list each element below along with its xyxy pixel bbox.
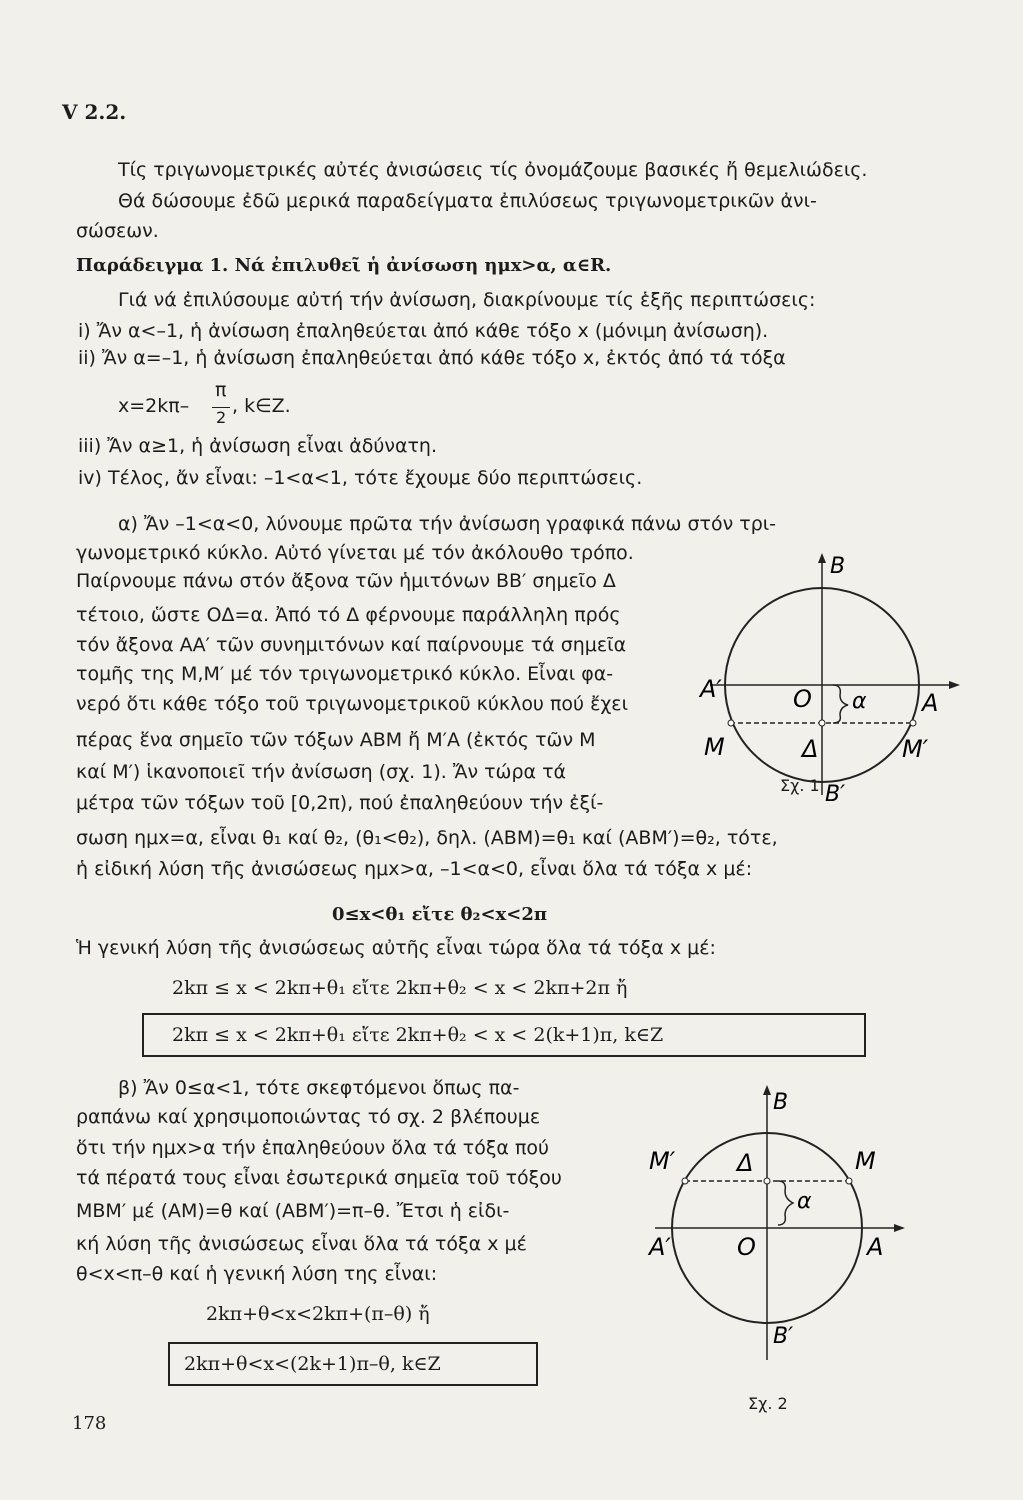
fig1-label-m: M (704, 733, 725, 761)
general-solution-box (142, 1013, 866, 1057)
fig1-label-o: O (793, 685, 812, 713)
fig2-label-alpha: α (797, 1189, 812, 1214)
fig1-label-m-prime: M′ (902, 735, 929, 763)
sub-a-line-7: πέρας ἕνα σημεῖο τῶν τόξων ΑΒΜ ἤ Μ′Α (ἐκτός τῶν Μ (76, 729, 596, 751)
sub-b-formula-1: 2kπ+θ<x<2kπ+(π–θ) ἤ (206, 1303, 430, 1325)
fig1-label-b-prime: B′ (825, 782, 846, 807)
sub-b-solution-box (168, 1342, 538, 1386)
fig2-point-m (846, 1178, 852, 1184)
sub-a-line-6: νερό ὅτι κάθε τόξο τοῦ τριγωνομετρικοῦ κύκλου πού ἔχει (76, 693, 629, 715)
fig1-axis-arrow-up (818, 553, 826, 563)
sub-b-line-1: ραπάνω καί χρησιμοποιώντας τό σχ. 2 βλέπουμε (76, 1106, 541, 1128)
fig2-label-a: A (867, 1233, 884, 1261)
sub-b-line-3: τά πέρατά τους εἶναι ἐσωτερικά σημεῖα τοῦ τόξου (76, 1167, 562, 1189)
fig1-label-a: A (922, 689, 939, 717)
fraction-denominator: 2 (216, 408, 227, 427)
general-solution-intro: Ἡ γενική λύση τῆς ἀνισώσεως αὐτῆς εἶναι τώρα ὅλα τά τόξα x μέ: (76, 937, 716, 959)
formula-right: , k∈Z. (232, 395, 291, 417)
fig2-point-m-prime (682, 1178, 688, 1184)
formula-left: x=2kπ– (118, 395, 190, 417)
intro-line-1: Τίς τριγωνομετρικές αὐτές ἀνισώσεις τίς ὀνομάζουμε βασικές ἤ θεμελιώδεις. (118, 159, 868, 181)
intro-line-3: σώσεων. (76, 220, 159, 242)
sub-a-line-3: τέτοιο, ὥστε ΟΔ=α. Ἀπό τό Δ φέρνουμε παράλληλη πρός (76, 604, 621, 626)
sub-b-line-6: θ<x<π–θ καί ἡ γενική λύση της εἶναι: (76, 1263, 438, 1285)
case-iv: iv) Τέλος, ἄν εἶναι: –1<α<1, τότε ἔχουμε δύο περιπτώσεις. (78, 467, 643, 489)
section-heading: V 2.2. (62, 100, 127, 124)
fig2-label-o: O (737, 1233, 756, 1261)
special-solution-formula: 0≤x<θ₁ εἴτε θ₂<x<2π (332, 904, 548, 925)
fig2-axis-arrow-right (894, 1224, 905, 1232)
fig2-label-b-prime: B′ (773, 1324, 794, 1349)
general-solution-formula-1: 2kπ ≤ x < 2kπ+θ₁ εἴτε 2kπ+θ₂ < x < 2kπ+2π ἤ (172, 977, 628, 999)
sub-a-line-0: α) Ἄν –1<α<0, λύνουμε πρῶτα τήν ἀνίσωση γραφικά πάνω στόν τρι- (118, 513, 777, 535)
fig1-label-alpha: α (852, 689, 867, 714)
fig1-point-delta (819, 720, 825, 726)
sub-a-line-2: Παίρνουμε πάνω στόν ἄξονα τῶν ἡμιτόνων ΒΒ′ σημεῖο Δ (76, 570, 616, 592)
fig1-point-m-prime (910, 720, 916, 726)
sub-b-line-5: κή λύση τῆς ἀνισώσεως εἶναι ὅλα τά τόξα x μέ (76, 1233, 527, 1255)
example-title: Παράδειγμα 1. Νά ἐπιλυθεῖ ἡ ἀνίσωση ημx>α, α∈R. (76, 255, 612, 276)
figure-2-caption: Σχ. 2 (748, 1394, 788, 1413)
fig2-label-b: B (773, 1090, 789, 1115)
sub-a-full-line-1: σωση ημx=α, εἶναι θ₁ καί θ₂, (θ₁<θ₂), δηλ. (ΑΒΜ)=θ₁ καί (ΑΒΜ′)=θ₂, τότε, (76, 827, 778, 849)
fig1-alpha-brace (833, 685, 848, 723)
fig2-label-m: M (855, 1147, 876, 1175)
fraction-numerator: π (215, 379, 227, 401)
fig2-label-delta: Δ (737, 1149, 754, 1177)
cases-intro: Γιά νά ἐπιλύσουμε αὐτή τήν ἀνίσωση, διακρίνουμε τίς ἑξῆς περιπτώσεις: (118, 289, 816, 311)
fig1-label-b: B (830, 554, 846, 579)
fig1-label-a-prime: A′ (700, 675, 722, 703)
sub-a-line-1: γωνομετρικό κύκλο. Αὐτό γίνεται μέ τόν ἀκόλουθο τρόπο. (76, 542, 634, 564)
sub-b-line-4: ΜΒΜ′ μέ (ΑΜ)=θ καί (ΑΒΜ′)=π–θ. Ἔτσι ἡ εἰδι- (76, 1200, 510, 1222)
case-i: i) Ἄν α<–1, ἡ ἀνίσωση ἐπαληθεύεται ἀπό κάθε τόξο x (μόνιμη ἀνίσωση). (78, 320, 769, 342)
sub-b-line-2: ὅτι τήν ημx>α τήν ἐπαληθεύουν ὅλα τά τόξα πού (76, 1137, 550, 1159)
sub-a-full-line-2: ἡ εἰδική λύση τῆς ἀνισώσεως ημx>α, –1<α<0, εἶναι ὅλα τά τόξα x μέ: (76, 858, 753, 880)
fig2-point-delta (764, 1178, 770, 1184)
sub-a-line-8: καί Μ′) ἱκανοποιεῖ τήν ἀνίσωση (σχ. 1). Ἄν τώρα τά (76, 761, 567, 783)
fig2-label-m-prime: M′ (649, 1147, 676, 1175)
figure-1-caption: Σχ. 1 (780, 776, 820, 795)
sub-b-formula-2: 2kπ+θ<x<(2k+1)π–θ, k∈Z (184, 1353, 441, 1375)
page-number: 178 (72, 1413, 107, 1434)
sub-a-line-5: τομῆς της Μ,Μ′ μέ τόν τριγωνομετρικό κύκλο. Εἶναι φα- (76, 663, 614, 685)
case-iii: iii) Ἄν α≥1, ἡ ἀνίσωση εἶναι ἀδύνατη. (78, 435, 437, 457)
fig1-axis-arrow-right (949, 681, 960, 689)
intro-line-2: Θά δώσουμε ἐδῶ μερικά παραδείγματα ἐπιλύσεως τριγωνομετρικῶν ἀνι- (118, 190, 817, 212)
sub-a-line-9: μέτρα τῶν τόξων τοῦ [0,2π), πού ἐπαληθεύουν τήν ἐξί- (76, 792, 604, 814)
fig2-axis-arrow-up (763, 1085, 771, 1095)
fig2-alpha-brace (778, 1181, 793, 1225)
sub-a-line-4: τόν ἄξονα ΑΑ′ τῶν συνημιτόνων καί παίρνουμε τά σημεῖα (76, 634, 627, 656)
sub-b-line-0: β) Ἄν 0≤α<1, τότε σκεφτόμενοι ὅπως πα- (118, 1077, 520, 1099)
general-solution-formula-2: 2kπ ≤ x < 2kπ+θ₁ εἴτε 2kπ+θ₂ < x < 2(k+1)π, k∈Z (172, 1024, 664, 1046)
fig1-point-m (728, 720, 734, 726)
fig2-label-a-prime: A′ (649, 1233, 671, 1261)
case-ii: ii) Ἄν α=–1, ἡ ἀνίσωση ἐπαληθεύεται ἀπό κάθε τόξο x, ἐκτός ἀπό τά τόξα (78, 347, 786, 369)
fig1-label-delta: Δ (802, 735, 819, 763)
figure-1-unit-circle (690, 545, 965, 810)
figure-2-unit-circle (645, 1075, 915, 1375)
